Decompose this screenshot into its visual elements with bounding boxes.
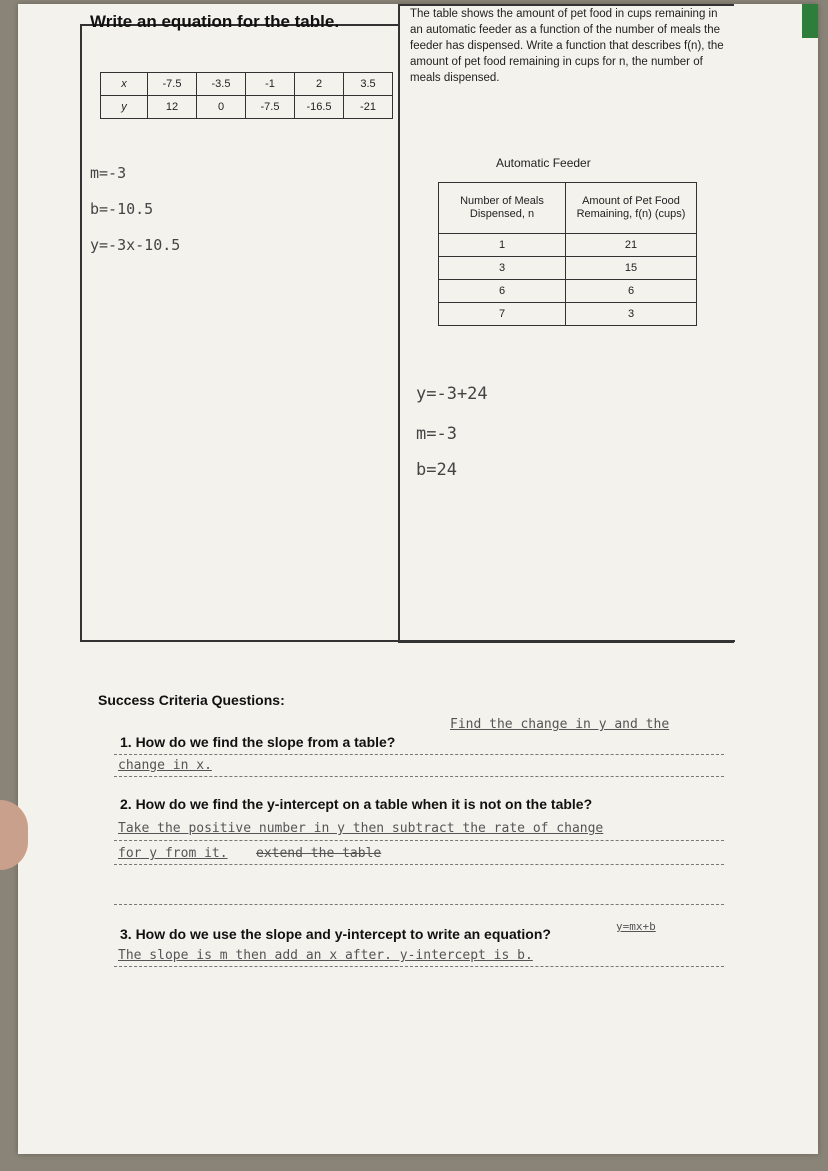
answer-1-line2: change in x. — [118, 758, 212, 773]
problem-prompt: The table shows the amount of pet food in cups remaining in an automatic feeder as a function of the number of meals the feeder has dispensed. Write a function that describes f(n), the amount of pet food remaining in cups for n, the number of meals dispensed. — [410, 8, 724, 84]
table-cell: 1 — [439, 234, 566, 257]
handwritten-function: y=-3+24 — [416, 384, 488, 404]
y-header: y — [101, 96, 148, 119]
answer-2-line1: Take the positive number in y then subtract the rate of change — [118, 821, 604, 836]
handwritten-slope: m=-3 — [416, 424, 457, 444]
answer-rule — [114, 754, 724, 755]
box-divider — [80, 640, 735, 642]
handwritten-intercept: b=24 — [416, 460, 457, 480]
handwritten-equation: y=-3x-10.5 — [90, 236, 181, 254]
answer-2-struck: extend the table — [256, 846, 382, 861]
answer-rule — [114, 864, 724, 865]
worksheet-page — [18, 4, 818, 1154]
table-cell: 21 — [566, 234, 697, 257]
table-cell: 0 — [197, 96, 246, 119]
answer-3-line2: The slope is m then add an x after. y-intercept is b. — [118, 948, 533, 963]
answer-rule — [114, 904, 724, 905]
food-header: Amount of Pet Food Remaining, f(n) (cups) — [566, 183, 697, 234]
table-cell: 15 — [566, 257, 697, 280]
answer-3-inline: y=mx+b — [616, 920, 656, 933]
question-2: 2. How do we find the y-intercept on a table when it is not on the table? — [120, 796, 593, 812]
handwritten-intercept: b=-10.5 — [90, 200, 154, 218]
answer-rule — [114, 966, 724, 967]
left-title: Write an equation for the table. — [90, 12, 340, 31]
table-row — [439, 280, 697, 303]
green-tab — [802, 4, 818, 38]
table-cell: -21 — [344, 96, 393, 119]
x-header: x — [101, 73, 148, 96]
table-cell: 12 — [148, 96, 197, 119]
question-3: 3. How do we use the slope and y-intercept to write an equation? — [120, 926, 551, 942]
handwritten-slope: m=-3 — [90, 164, 127, 182]
table-cell: -16.5 — [295, 96, 344, 119]
table-cell: -3.5 — [197, 73, 246, 96]
table-cell: 6 — [439, 280, 566, 303]
table-cell: 7 — [439, 303, 566, 326]
table-row — [439, 234, 697, 257]
table-row — [101, 73, 393, 96]
meals-header: Number of Meals Dispensed, n — [439, 183, 566, 234]
answer-rule — [114, 776, 724, 777]
answer-2-line2: for y from it. — [118, 846, 228, 861]
answer-1-line1: Find the change in y and the — [450, 717, 670, 732]
feeder-table-title: Automatic Feeder — [496, 156, 591, 170]
xy-table — [100, 72, 393, 119]
answer-rule — [114, 840, 724, 841]
table-cell: 3 — [566, 303, 697, 326]
success-criteria-title: Success Criteria Questions: — [98, 692, 285, 708]
table-cell: -7.5 — [246, 96, 295, 119]
table-cell: 6 — [566, 280, 697, 303]
question-1: 1. How do we find the slope from a table? — [120, 734, 396, 750]
table-row — [439, 257, 697, 280]
table-cell: -7.5 — [148, 73, 197, 96]
table-cell: 2 — [295, 73, 344, 96]
feeder-table — [438, 182, 697, 326]
table-row — [101, 96, 393, 119]
table-cell: 3.5 — [344, 73, 393, 96]
table-cell: -1 — [246, 73, 295, 96]
table-cell: 3 — [439, 257, 566, 280]
table-row — [439, 303, 697, 326]
table-header-row — [439, 183, 697, 234]
